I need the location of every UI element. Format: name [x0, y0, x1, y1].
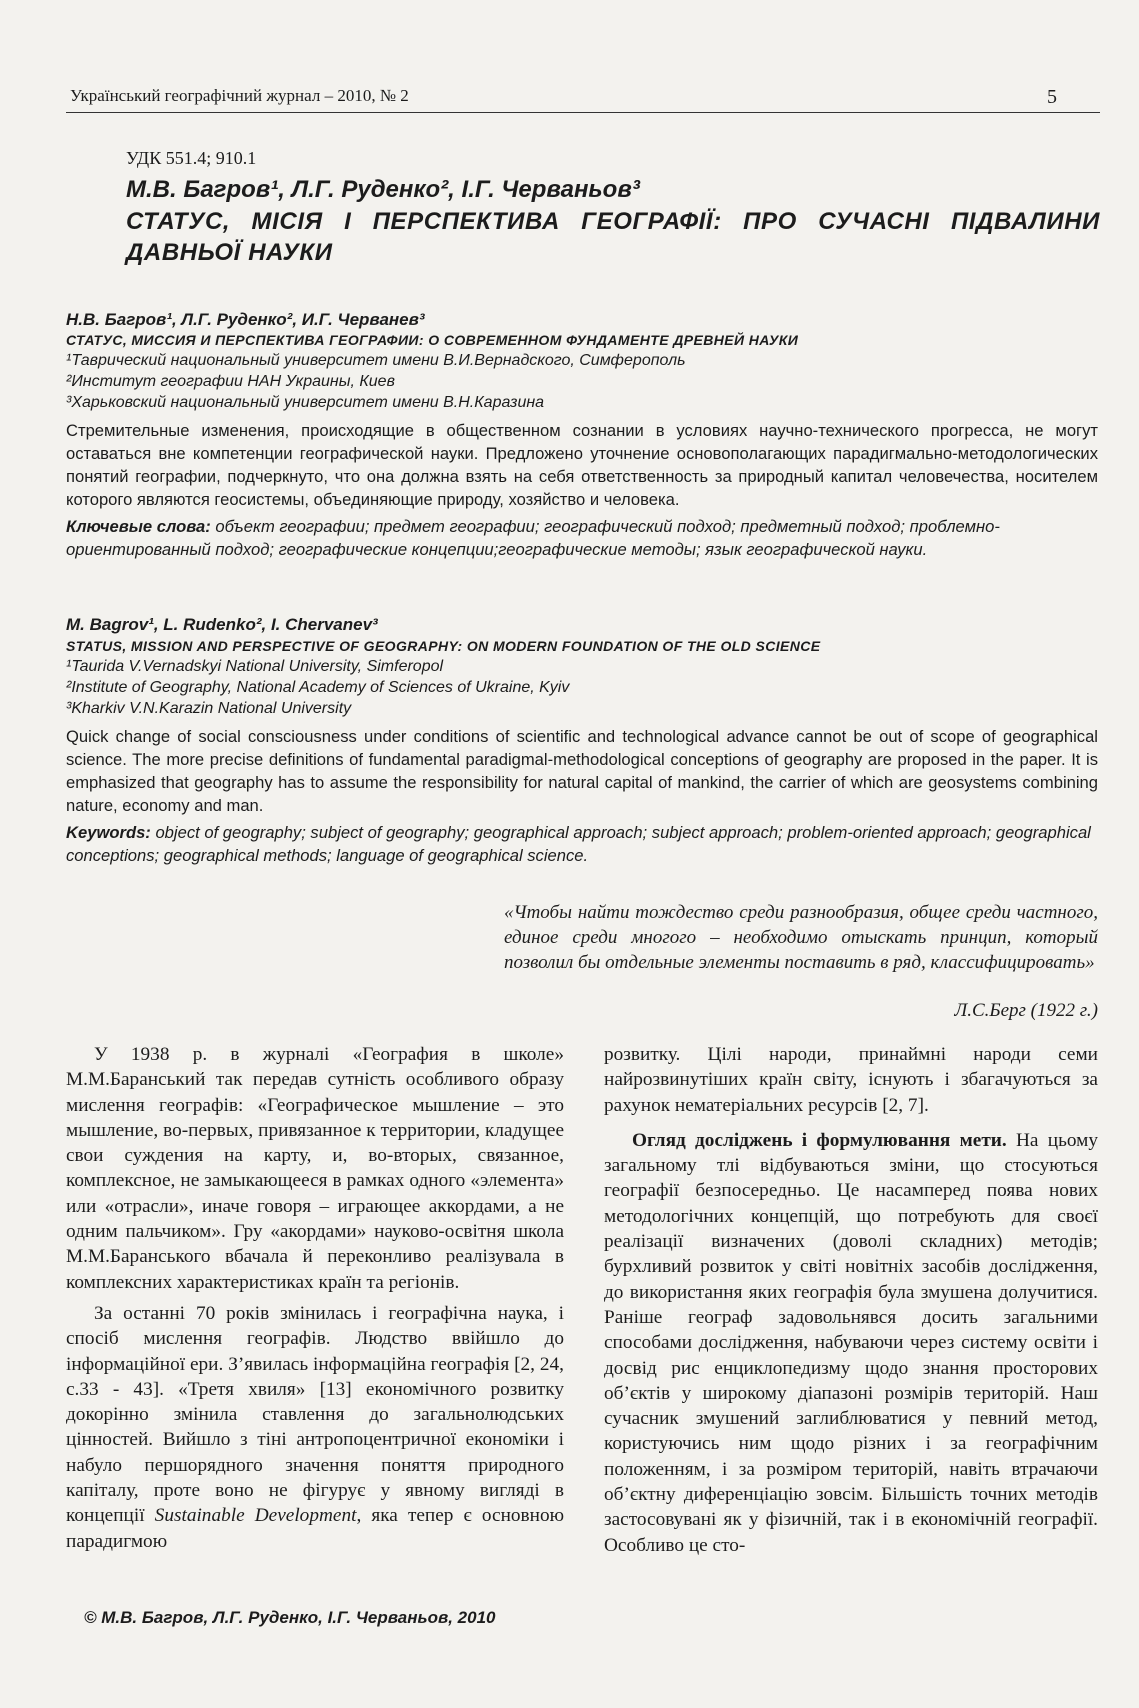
page-number: 5 — [1047, 86, 1057, 108]
body-paragraph — [604, 1128, 1098, 1558]
en-title: STATUS, MISSION AND PERSPECTIVE OF GEOGRAPHY: ON MODERN FOUNDATION OF THE OLD SCIENCE — [66, 638, 821, 654]
ru-authors: Н.В. Багров¹, Л.Г. Руденко², И.Г. Черванев³ — [66, 310, 425, 329]
en-authors: M. Bagrov¹, L. Rudenko², I. Chervanev³ — [66, 615, 378, 634]
epigraph-text: «Чтобы найти тождество среди разнообразия, общее среди частного, единое среди многого – необходимо отыскать принцип, который позволил бы отдельные элементы поставить в ряд, классифицировать» — [504, 902, 1098, 973]
ru-keywords-label: Ключевые слова: — [66, 517, 211, 536]
body-paragraph — [66, 1301, 564, 1554]
copyright-line: © М.В. Багров, Л.Г. Руденко, І.Г. Черваньов, 2010 — [84, 1608, 496, 1627]
ru-affiliation-3: ³Харьковский национальный университет имени В.Н.Каразина — [66, 394, 545, 411]
en-affiliation-2: ²Institute of Geography, National Academy of Sciences of Ukraine, Kyiv — [66, 679, 570, 696]
en-affiliation-1: ¹Taurida V.Vernadskyi National University, Simferopol — [66, 658, 444, 675]
ru-affiliation-1: ¹Таврический национальный университет имени В.И.Вернадского, Симферополь — [66, 352, 686, 369]
ru-keywords-text: объект географии; предмет географии; географический подход; предметный подход; проблемно-ориентированный подход; географические концепции;географические методы; язык географической науки. — [66, 517, 1000, 559]
en-abstract: Quick change of social consciousness under conditions of scientific and technological advance cannot be out of scope of geographical science. The more precise definitions of fundamental paradigmal-methodological conceptions of geography are proposed in the paper. It is emphasized that geography has to assume the responsibility for natural capital of mankind, the carrier of which are geosystems combining nature, economy and man. — [66, 727, 1098, 815]
ru-abstract: Стремительные изменения, происходящие в общественном сознании в условиях научно-технического прогресса, не могут оставаться вне компетенции географической науки. Предложено уточнение основополагающих парадигмально-методологических понятий географии, подчеркнуто, что она должна взять на себя ответственность за природный капитал человечества, носителем которого являются геосистемы, объединяющие природу, хозяйство и человека. — [66, 421, 1098, 509]
body-column-right — [604, 1042, 1098, 1558]
ru-affiliation-2: ²Институт географии НАН Украины, Киев — [66, 373, 395, 390]
body-paragraph-text: На цьому загальному тлі відбуваються зміни, що стосуються географії безпосередньо. Це насамперед поява нових методологічних концепцій, що потребують для своєї реалізації визначених (доволі складних) методів; бурхливий розвиток у світі новітніх засобів дослідження, до використання яких географія була змушена долучитися. Раніше географ задовольнявся досить загальними способами дослідження, набуваючи через систему освіти і досвід рис енциклопедизму щодо знання просторових об’єктів у широкому діапазоні розмірів територій. Наш сучасник змушений заглиблюватися у певний метод, користуючись ним щодо різних і за географічним положенням, і за розміром територій, навіть втрачаючи об’єктну диференціацію зовсім. Більшість точних методів застосовуванi як у фізичній, так і в економічній географії. Особливо це сто- — [604, 1129, 1098, 1556]
en-block — [66, 615, 1098, 867]
journal-header: Український географічний журнал – 2010, № 2 — [70, 86, 409, 105]
ru-block — [66, 310, 1098, 561]
header-rule — [66, 112, 1100, 113]
udk-code: УДК 551.4; 910.1 — [126, 148, 257, 168]
ru-title: СТАТУС, МИССИЯ И ПЕРСПЕКТИВА ГЕОГРАФИИ: О СОВРЕМЕННОМ ФУНДАМЕНТЕ ДРЕВНЕЙ НАУКИ — [66, 332, 799, 348]
ua-title: СТАТУС, МІСІЯ І ПЕРСПЕКТИВА ГЕОГРАФІЇ: ПРО СУЧАСНІ ПІДВАЛИНИ ДАВНЬОЇ НАУКИ — [126, 208, 1100, 266]
en-keywords — [66, 821, 1098, 867]
en-affiliation-3: ³Kharkiv V.N.Karazin National University — [66, 700, 352, 717]
body-italic-term: Sustainable Development — [154, 1505, 357, 1527]
body-column-left — [66, 1042, 564, 1554]
body-paragraph: У 1938 р. в журналі «География в школе» М.М.Баранський так передав сутність особливого образу мислення географів: «Географическое мышление – это мышление, во-первых, привязанное к территории, кладущее свои суждения на карту, и, во-вторых, связанное, комплексное, не замыкающееся в рамках одного «элемента» или «отрасли», иначе говоря – играющее аккордами, а не одним пальчиком». Гру «акордами» науково-освітня школа М.М.Баранського вбачала й переконливо реалізувала в комплексних характеристиках країн та регіонів. — [66, 1044, 564, 1293]
body-paragraph-tail: , яка тепер є основною парадигмою — [66, 1505, 564, 1552]
en-keywords-label: Keywords: — [66, 823, 151, 842]
ua-authors: М.В. Багров¹, Л.Г. Руденко², І.Г. Черваньов³ — [126, 176, 640, 203]
epigraph-author: Л.С.Берг (1922 г.) — [954, 1000, 1098, 1021]
ru-keywords — [66, 515, 1098, 561]
body-paragraph: розвитку. Цілі народи, принаймні народи семи найрозвинутіших країн світу, існують і збагачуються за рахунок нематеріальних ресурсів [2, 7]. — [604, 1044, 1098, 1116]
body-paragraph-text: За останні 70 років змінилась і географічна наука, і спосіб мислення географів. Людство ввійшло до інформаційної ери. З’явилась інформаційна географія [2, 24, с.33 - 43]. «Третя хвиля» [13] економічного розвитку докорінно змінила ставлення до загальнолюдських цінностей. Вийшло з тіні антропоцентричної економіки і набуло першорядного значення поняття природного капіталу, проте воно не фігурує у явному вигляді в концепції — [66, 1302, 564, 1527]
section-heading: Огляд досліджень і формулювання мети. — [632, 1129, 1007, 1151]
en-keywords-text: object of geography; subject of geography; geographical approach; subject approach; problem-oriented approach; geographical conceptions; geographical methods; language of geographical science. — [66, 823, 1091, 865]
